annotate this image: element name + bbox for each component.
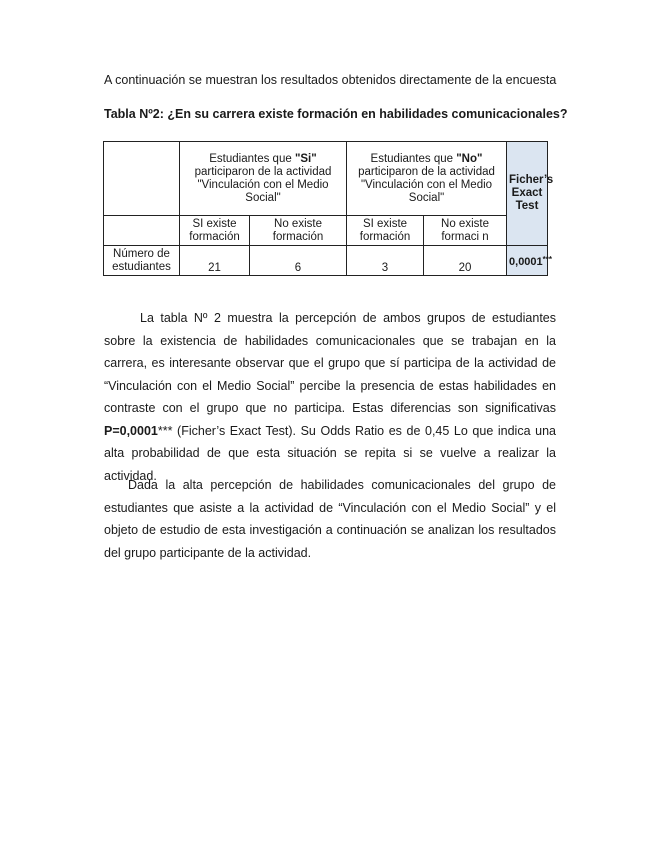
header-blank xyxy=(104,216,180,246)
intro-text: A continuación se muestran los resultados obtenidos directamente de la encuesta xyxy=(104,73,557,87)
subheader-si-existe-no: SI existe formación xyxy=(347,216,424,246)
paragraph-1: La tabla Nº 2 muestra la percepción de ambos grupos de estudiantes sobre la existencia de habilidades comunicacionales que se trabajan en la carrera, es interesante observar que el grupo que sí participa de la actividad de “Vinculación con el Medio Social” percibe la presencia de estas habilidades en contraste con el grupo que no participa. Estas diferencias son significativas P=0,0001*** (Ficher’s Exact Test). Su Odds Ratio es de 0,45 Lo que indica una alta probabilidad de que esta situación se repita si se vuelve a realizar la actividad. xyxy=(104,311,556,483)
subheader-si-existe-si: SI existe formación xyxy=(180,216,250,246)
corner-cell xyxy=(104,142,180,216)
p-value-cell: 0,0001*** xyxy=(507,246,548,276)
subheader-no-existe-si: No existe formación xyxy=(250,216,347,246)
subheader-no-existe-no: No existe formaci n xyxy=(424,216,507,246)
table-caption: Tabla Nº2: ¿En su carrera existe formación en habilidades comunicacionales? xyxy=(104,107,568,121)
header-fisher-test: Ficher’s Exact Test xyxy=(507,142,548,246)
value-cell: 20 xyxy=(424,246,507,276)
results-table xyxy=(103,141,554,276)
value-cell: 21 xyxy=(180,246,250,276)
header-group-no: Estudiantes que "No" participaron de la actividad "Vinculación con el Medio Social" xyxy=(347,142,507,216)
header-group-si: Estudiantes que "Si" participaron de la actividad "Vinculación con el Medio Social" xyxy=(180,142,347,216)
row-label: Número de estudiantes xyxy=(104,246,180,276)
value-cell: 3 xyxy=(347,246,424,276)
paragraph-2: Dada la alta percepción de habilidades comunicacionales del grupo de estudiantes que asiste a la actividad de “Vinculación con el Medio Social” y el objeto de estudio de esta investigación a continuación se analizan los resultados del grupo participante de la actividad. xyxy=(104,478,556,560)
value-cell: 6 xyxy=(250,246,347,276)
